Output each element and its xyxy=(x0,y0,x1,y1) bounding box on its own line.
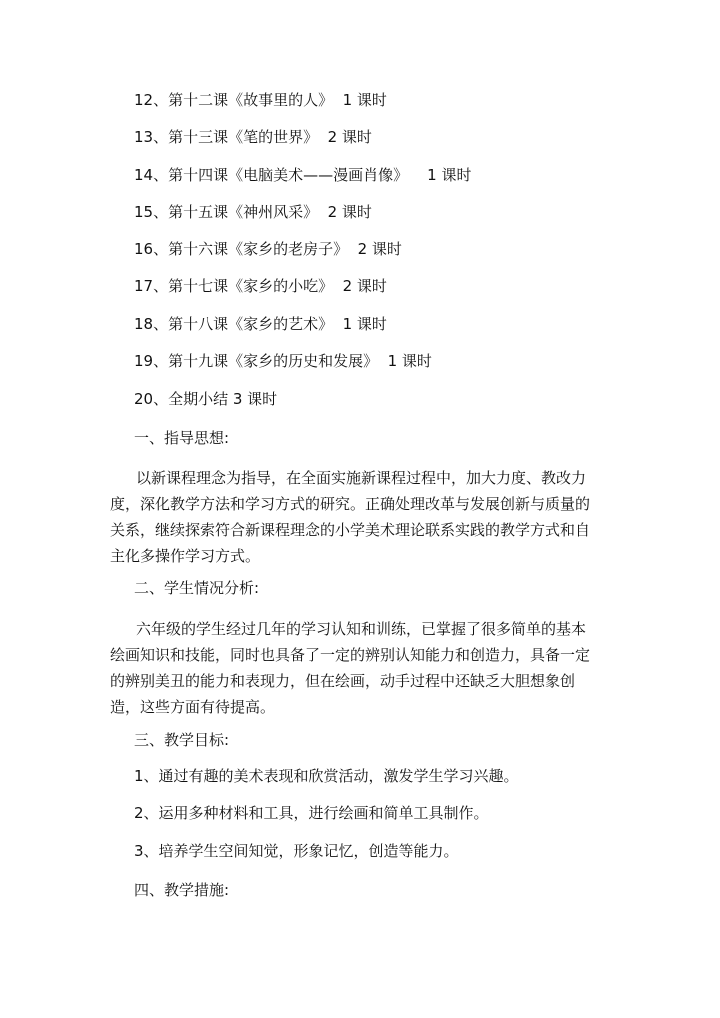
section-heading-students: 二、学生情况分析: xyxy=(134,579,260,597)
students-paragraph: 六年级的学生经过几年的学习认知和训练，已掌握了很多简单的基本绘画知识和技能，同时也具备了一定的辨别认知能力和创造力，具备一定的辨别美丑的能力和表现力，但在绘画，动手过程中还缺乏大胆想象创造，这些方面有待提高。 xyxy=(110,620,591,716)
goal-item: 3、培养学生空间知觉，形象记忆，创造等能力。 xyxy=(134,842,459,860)
lesson-line: 12、第十二课《故事里的人》 1 课时 xyxy=(134,91,387,109)
goal-item: 2、运用多种材料和工具，进行绘画和简单工具制作。 xyxy=(134,804,489,822)
lesson-line: 19、第十九课《家乡的历史和发展》 1 课时 xyxy=(134,352,432,370)
lesson-line: 20、全期小结 3 课时 xyxy=(134,390,278,408)
lesson-line: 16、第十六课《家乡的老房子》 2 课时 xyxy=(134,240,402,258)
lesson-line: 13、第十三课《笔的世界》 2 课时 xyxy=(134,128,372,146)
section-heading-goals: 三、教学目标: xyxy=(134,731,230,749)
section-heading-guiding: 一、指导思想: xyxy=(134,429,230,447)
goal-item: 1、通过有趣的美术表现和欣赏活动，激发学生学习兴趣。 xyxy=(134,767,519,785)
lesson-line: 15、第十五课《神州风采》 2 课时 xyxy=(134,203,372,221)
lesson-line: 18、第十八课《家乡的艺术》 1 课时 xyxy=(134,315,387,333)
lesson-line: 14、第十四课《电脑美术——漫画肖像》 1 课时 xyxy=(134,166,472,184)
lesson-line: 17、第十七课《家乡的小吃》 2 课时 xyxy=(134,277,387,295)
section-heading-measures: 四、教学措施: xyxy=(134,881,230,899)
guiding-paragraph: 以新课程理念为指导，在全面实施新课程过程中，加大力度、教改力度，深化教学方法和学习方式的研究。正确处理改革与发展创新与质量的关系，继续探索符合新课程理念的小学美术理论联系实践的教学方式和自主化多操作学习方式。 xyxy=(110,469,591,565)
